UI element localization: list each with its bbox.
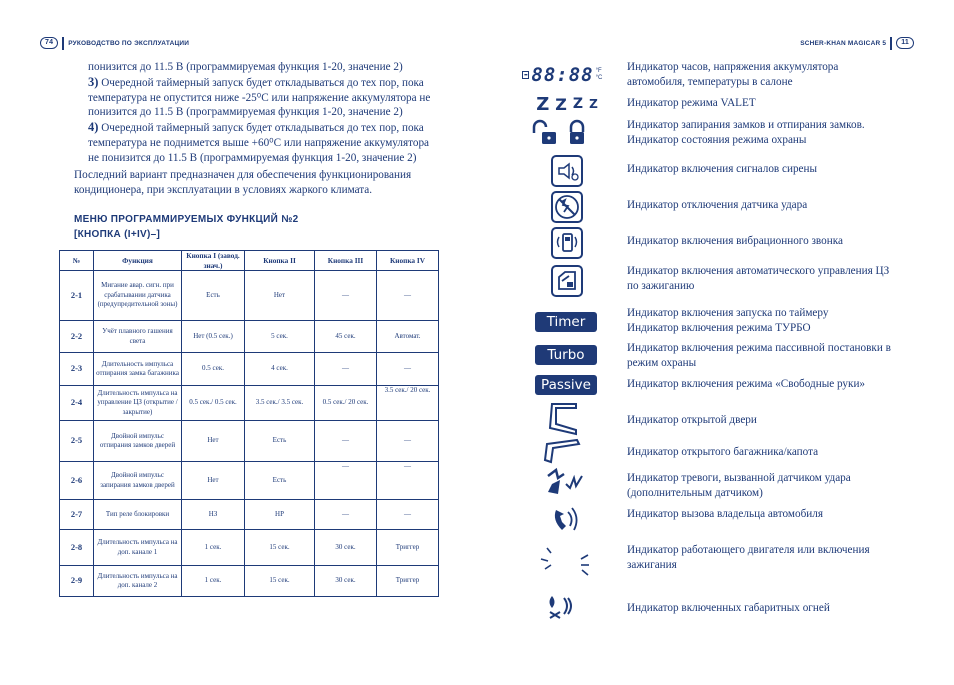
auto-central-lock-icon (550, 264, 584, 298)
cell-button3: 45 сек. (315, 321, 377, 353)
cell-button3: 30 сек. (315, 566, 377, 597)
valet-zzz-icon: Z Z Z Z (536, 93, 598, 115)
cell-function: Длительность импульса отпирания замка багажника (94, 353, 182, 386)
indicator-desc-passive: Индикатор включения режима пассивной постановки в режим охраны (627, 342, 891, 369)
table-row (60, 530, 439, 566)
cell-button1: 1 сек. (182, 530, 245, 566)
cell-button4: 3.5 сек./ 20 сек. (377, 386, 439, 421)
cell-button4: — (377, 271, 439, 321)
left-page-number: 74 (40, 37, 58, 49)
indicator-desc-auto-lock: Индикатор включения автоматического управления ЦЗ по зажиганию (627, 265, 890, 292)
text-line: не понизится до 11.5 В (программируемая функция 1-20, значение 2) (88, 151, 417, 164)
cell-no: 2-3 (60, 353, 94, 386)
text-line: температура не опустится ниже -25⁰С или напряжение аккумулятора не (88, 91, 431, 104)
text-line: температура не поднимется выше +60⁰С или напряжение аккумулятора (88, 136, 430, 149)
open-door-icon (546, 400, 582, 436)
indicator-desc-door: Индикатор открытой двери (627, 414, 757, 426)
cell-button3: — (315, 271, 377, 321)
indicator-desc-trunk: Индикатор открытого багажника/капота (627, 446, 819, 458)
cell-no: 2-8 (60, 530, 94, 566)
cell-button2: 15 сек. (245, 530, 315, 566)
table-row (60, 566, 439, 597)
col-header-no: № (60, 251, 94, 271)
header-divider (62, 37, 64, 50)
cell-function: Длительность импульса на доп. канале 2 (94, 566, 182, 597)
indicator-desc-locks: Индикатор запирания замков и отпирания замков. Индикатор состояния режима охраны (627, 119, 865, 146)
cell-no: 2-4 (60, 386, 94, 421)
turbo-badge: Turbo (535, 345, 597, 365)
lock-icons (530, 117, 590, 147)
cell-button2: Есть (245, 421, 315, 462)
col-header-button2: Кнопка II (245, 251, 315, 271)
cell-no: 2-2 (60, 321, 94, 353)
header-divider (890, 37, 892, 50)
cell-button1: Нет (0.5 сек.) (182, 321, 245, 353)
section-subtitle: [КНОПКА (I+IV)–] (74, 229, 161, 240)
siren-icon (550, 154, 584, 188)
right-page-number: 11 (896, 37, 914, 49)
table-header-row (60, 251, 439, 271)
table-row (60, 462, 439, 500)
indicator-desc-parking-lights: Индикатор включенных габаритных огней (627, 602, 830, 614)
indicator-desc-owner-call: Индикатор вызова владельца автомобиля (627, 508, 824, 520)
table-row (60, 271, 439, 321)
cell-no: 2-9 (60, 566, 94, 597)
note-paragraph: Последний вариант предназначен для обеспечения функционирования кондиционера, при эксплуатации в условиях жаркого климата. (74, 169, 412, 196)
cell-function: Длительность импульса на доп. канале 1 (94, 530, 182, 566)
cell-button3: 0.5 сек./ 20 сек. (315, 386, 377, 421)
cell-button2: 3.5 сек./ 3.5 сек. (245, 386, 315, 421)
indicator-desc-timer: Индикатор включения запуска по таймеру Индикатор включения режима ТУРБО (627, 307, 829, 334)
cell-button4: Триггер (377, 530, 439, 566)
table-row (60, 421, 439, 462)
left-page-header (40, 36, 189, 50)
cell-function: Тип реле блокировки (94, 500, 182, 530)
lcd-clock-icon: ▬ 88:88 °F °C (522, 64, 606, 86)
cell-button1: 0.5 сек./ 0.5 сек. (182, 386, 245, 421)
cell-button3: — (315, 462, 377, 500)
owner-call-icon (548, 504, 580, 536)
cell-button4: Триггер (377, 566, 439, 597)
text-line: понизится до 11.5 В (программируемая функция 1-20, значение 2) (88, 61, 403, 73)
cell-button4: — (377, 421, 439, 462)
cell-function: Двойной импульс запирания замков дверей (94, 462, 182, 500)
text-line: 4) Очередной таймерный запуск будет откладываться до тех пор, пока (88, 120, 424, 135)
functions-table (59, 250, 439, 597)
left-running-title: РУКОВОДСТВО ПО ЭКСПЛУАТАЦИИ (68, 39, 190, 47)
right-page-header (800, 36, 914, 50)
cell-function: Мигание авар. сигн. при срабатывании датчика (предупредительной зоны) (94, 271, 182, 321)
cell-button2: 5 сек. (245, 321, 315, 353)
indicator-desc-shock: Индикатор отключения датчика удара (627, 199, 808, 211)
cell-button2: Нет (245, 271, 315, 321)
cell-button1: Есть (182, 271, 245, 321)
cell-button1: Нет (182, 421, 245, 462)
shock-alarm-icon (544, 466, 584, 500)
cell-button2: Есть (245, 462, 315, 500)
cell-no: 2-6 (60, 462, 94, 500)
indicator-desc-clock: Индикатор часов, напряжения аккумулятора автомобиля, температуры в салоне (627, 61, 839, 88)
open-trunk-icon (543, 438, 583, 466)
cell-button2: 15 сек. (245, 566, 315, 597)
table-row (60, 386, 439, 421)
cell-no: 2-1 (60, 271, 94, 321)
col-header-function: Функция (94, 251, 182, 271)
cell-function: Двойной импульс отпирания замков дверей (94, 421, 182, 462)
col-header-button1: Кнопка I (завод. знач.) (182, 251, 245, 271)
indicator-desc-valet: Индикатор режима VALET (627, 97, 756, 109)
cell-button1: Нет (182, 462, 245, 500)
cell-button1: НЗ (182, 500, 245, 530)
table-row (60, 353, 439, 386)
cell-no: 2-7 (60, 500, 94, 530)
right-running-title: SCHER-KHAN MAGICAR 5 (800, 39, 887, 47)
cell-button3: — (315, 353, 377, 386)
body-text-block (88, 60, 430, 166)
cell-function: Учёт плавного гашения света (94, 321, 182, 353)
shock-sensor-off-icon (550, 190, 584, 224)
cell-button3: — (315, 500, 377, 530)
cell-no: 2-5 (60, 421, 94, 462)
cell-button1: 0.5 сек. (182, 353, 245, 386)
table-row (60, 321, 439, 353)
parking-lights-icon (546, 592, 576, 622)
cell-button4: Автомат. (377, 321, 439, 353)
cell-function: Длительность импульса на управление ЦЗ (открытие /закрытие) (94, 386, 182, 421)
passive-badge: Passive (535, 375, 597, 395)
engine-running-icon (537, 545, 597, 577)
cell-button4: — (377, 353, 439, 386)
cell-button1: 1 сек. (182, 566, 245, 597)
vibration-call-icon (550, 226, 584, 260)
indicator-desc-handsfree: Индикатор включения режима «Свободные руки» (627, 378, 866, 390)
lcd-digits: 88:88 (531, 64, 594, 86)
cell-button3: — (315, 421, 377, 462)
col-header-button3: Кнопка III (315, 251, 377, 271)
text-line: 3) Очередной таймерный запуск будет откладываться до тех пор, пока (88, 74, 424, 89)
indicator-desc-vibration: Индикатор включения вибрационного звонка (627, 235, 843, 247)
table-row (60, 500, 439, 530)
lcd-units: °F °C (595, 68, 603, 81)
cell-button2: НР (245, 500, 315, 530)
cell-button2: 4 сек. (245, 353, 315, 386)
cell-button4: — (377, 500, 439, 530)
section-title: МЕНЮ ПРОГРАММИРУЕМЫХ ФУНКЦИЙ №2 (74, 214, 299, 225)
cell-button4: — (377, 462, 439, 500)
timer-badge: Timer (535, 312, 597, 332)
text-line: понизится до 11.5 В (программируемая функция 1-20, значение 2) (88, 106, 403, 119)
col-header-button4: Кнопка IV (377, 251, 439, 271)
indicator-desc-engine: Индикатор работающего двигателя или включения зажигания (627, 544, 870, 571)
indicator-desc-siren: Индикатор включения сигналов сирены (627, 163, 818, 175)
cell-button3: 30 сек. (315, 530, 377, 566)
indicator-desc-shock-alarm: Индикатор тревоги, вызванной датчиком удара (дополнительным датчиком) (627, 472, 851, 499)
